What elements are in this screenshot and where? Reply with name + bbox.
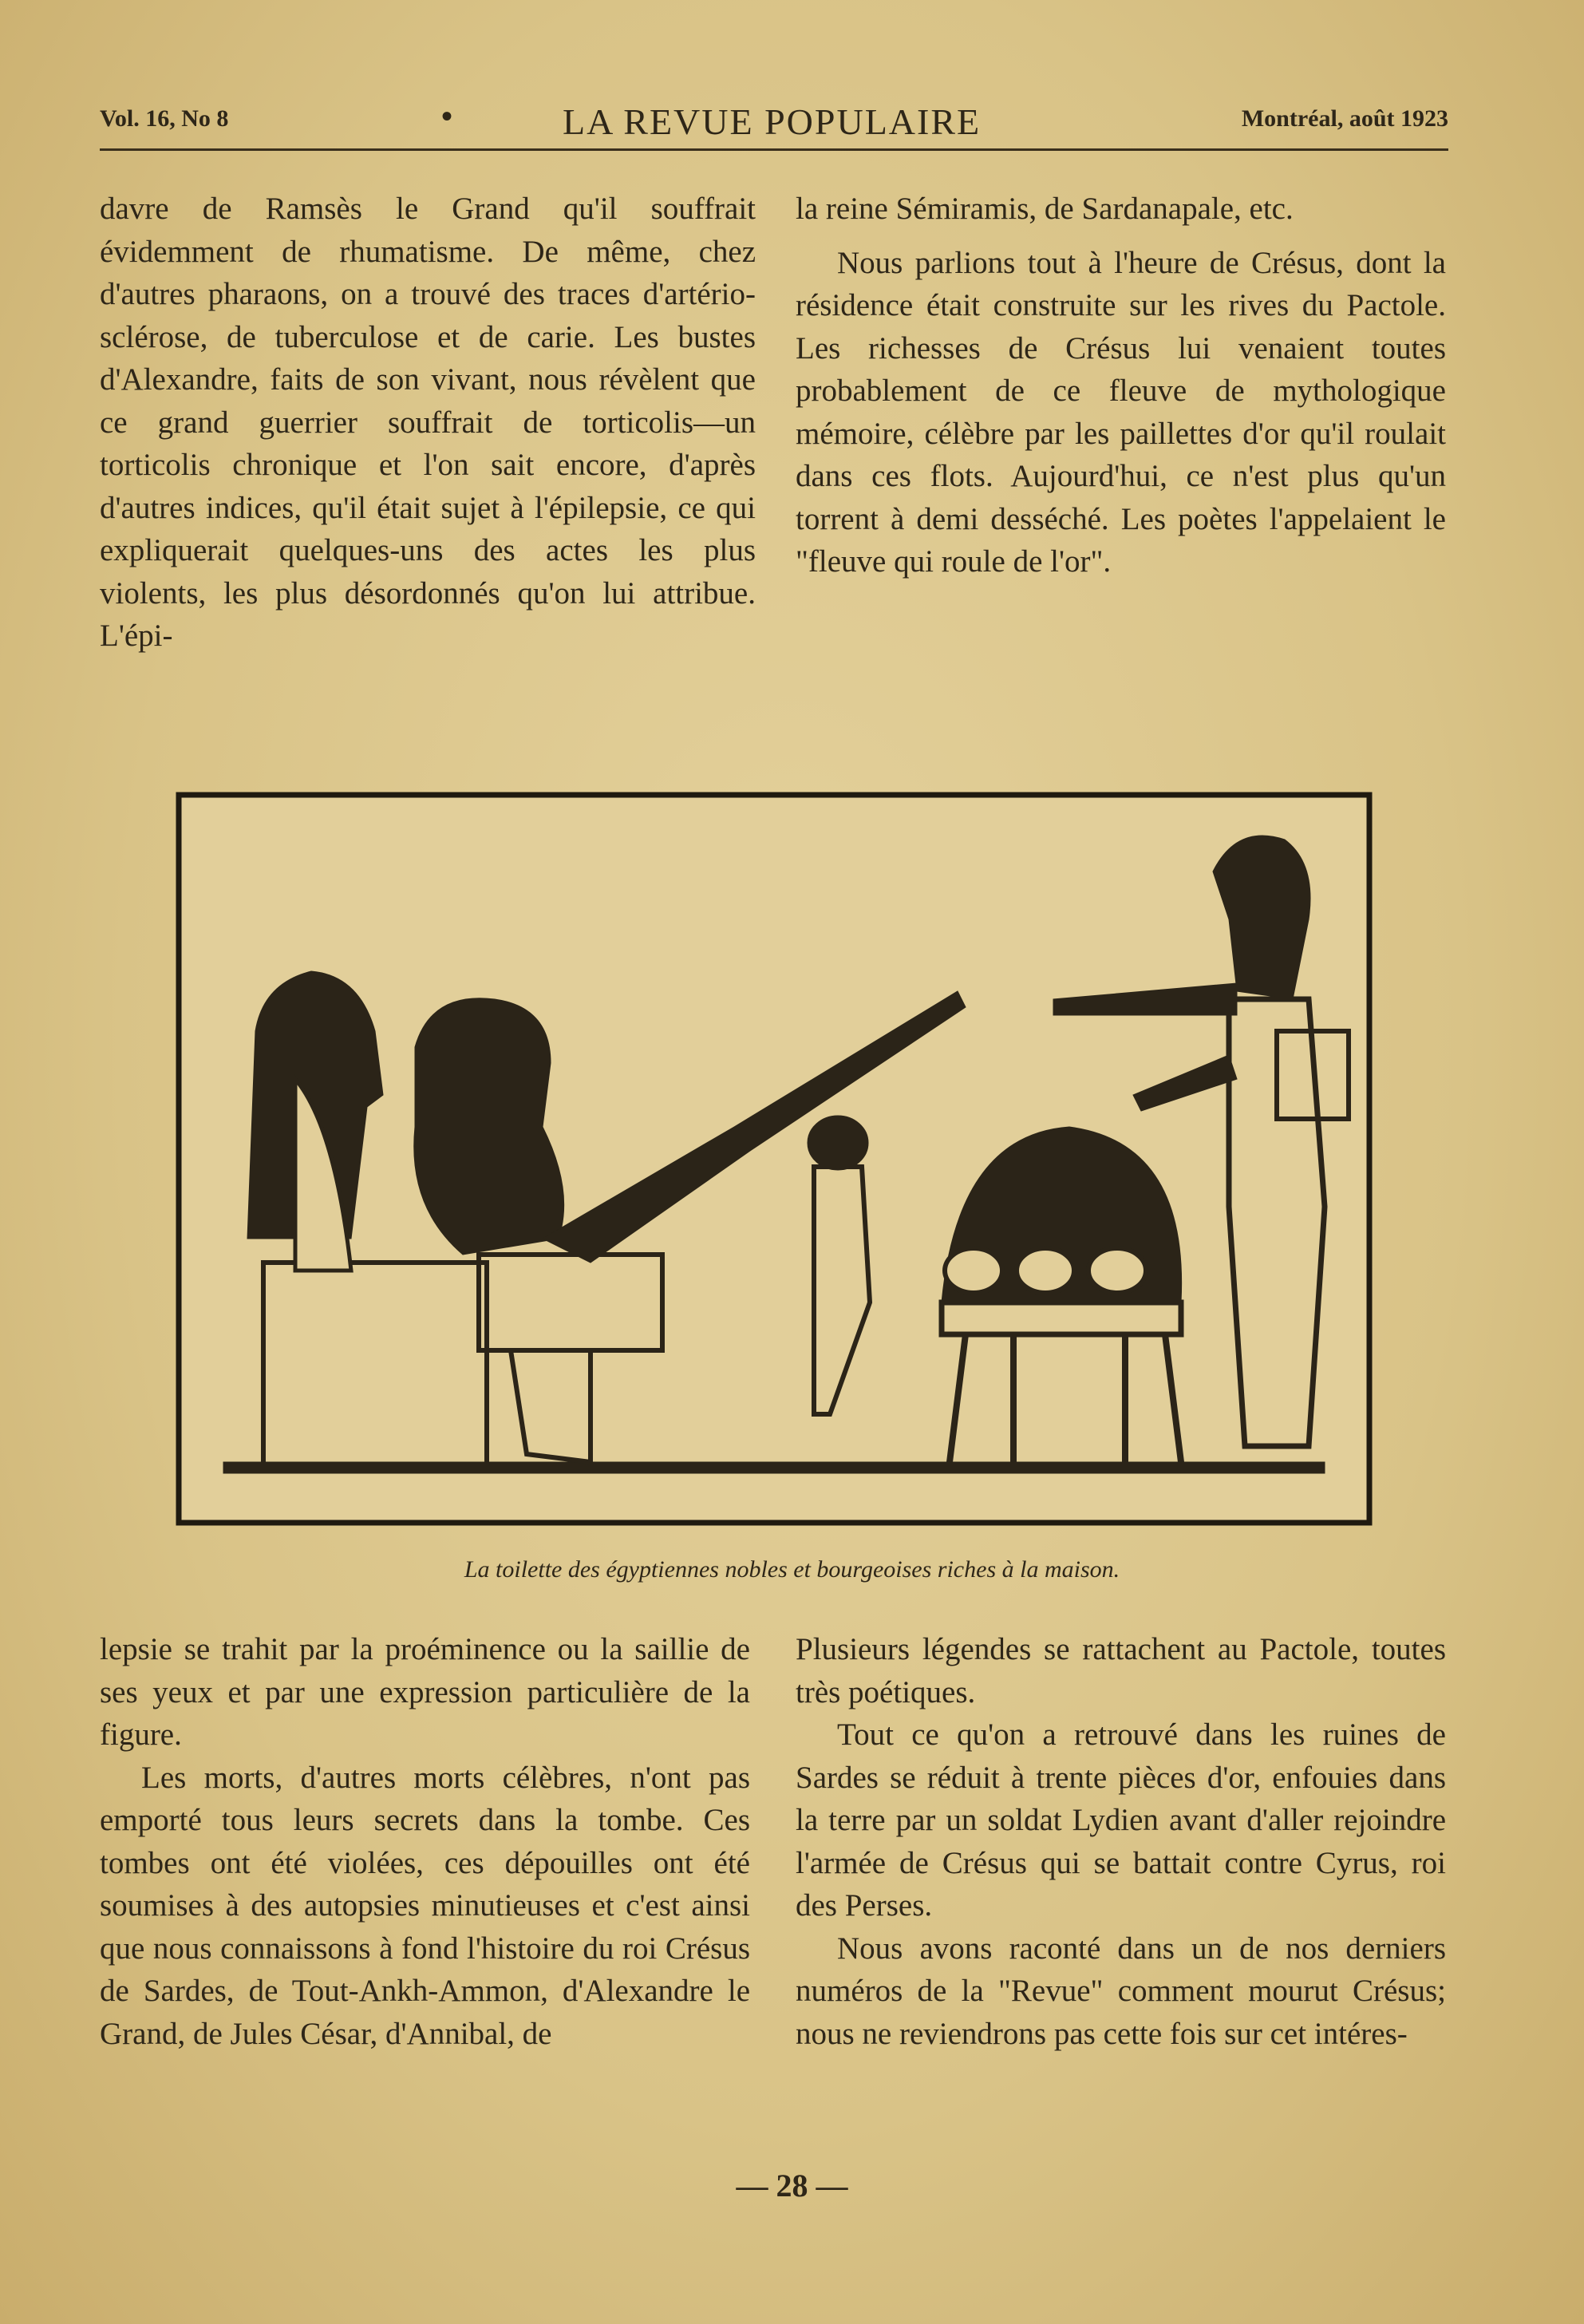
- figure-caption: La toilette des égyptiennes nobles et bourgeoises riches à la maison.: [464, 1556, 1120, 1583]
- paragraph: davre de Ramsès le Grand qu'il souffrait évidemment de rhumatisme. De même, chez d'autres pharaons, on a trouvé des traces d'artério-sclérose, de tuberculose et de carie. Les bustes d'Alexandre, faits de son vivant, nous révèlent que ce grand guerrier souffrait de torticolis—un torticolis chronique et l'on sait encore, d'après d'autres indices, qu'il était sujet à l'épilepsie, ce qui expliquerait quelques-uns des actes les plus violents, les plus désordonnés qu'on lui attribue. L'épi-: [100, 192, 756, 653]
- column-bottom-right: [796, 1628, 1446, 2055]
- column-top-left: [100, 188, 756, 658]
- journal-title: LA REVUE POPULAIRE: [563, 101, 982, 142]
- column-bottom-left: [100, 1628, 750, 2055]
- header-bullet: •: [441, 98, 453, 134]
- header-rule: [100, 148, 1448, 151]
- column-top-right: [796, 188, 1446, 583]
- paragraph: Les morts, d'autres morts célèbres, n'ont pas emporté tous leurs secrets dans la tombe. Ces tombes ont été violées, ces dépouilles ont été soumises à des autopsies minutieuses et c'est ainsi que nous connaissons à fond l'histoire du roi Crésus de Sardes, de Tout-Ankh-Ammon, d'Alexandre le Grand, de Jules César, d'Annibal, de: [100, 1760, 750, 2051]
- paragraph: Nous avons raconté dans un de nos derniers numéros de la "Revue" comment mourut Crésus; nous ne reviendrons pas cette fois sur cet intéres-: [796, 1931, 1446, 2051]
- issue-volume: Vol. 16, No 8: [100, 105, 229, 132]
- paragraph: Plusieurs légendes se rattachent au Pactole, toutes très poétiques.: [796, 1632, 1446, 1709]
- place-date: Montréal, août 1923: [1241, 105, 1448, 132]
- paragraph: Tout ce qu'on a retrouvé dans les ruines de Sardes se réduit à trente pièces d'or, enfouies dans la terre par un soldat Lydien avant d'aller rejoindre l'armée de Crésus qui se battait contre Cyrus, roi des Perses.: [796, 1717, 1446, 1923]
- paragraph: lepsie se trahit par la proéminence ou la saillie de ses yeux et par une expression particulière de la figure.: [100, 1632, 750, 1752]
- paragraph: la reine Sémiramis, de Sardanapale, etc.: [796, 192, 1294, 226]
- paragraph: Nous parlions tout à l'heure de Crésus, dont la résidence était construite sur les rives du Pactole. Les richesses de Crésus lui venaient toutes probablement de ce fleuve de mythologique mémoire, célèbre par les paillettes d'or qu'il roulait dans ces flots. Aujourd'hui, ce n'est plus qu'un torrent à demi desséché. Les poètes l'appelaient le "fleuve qui roule de l'or".: [796, 245, 1446, 579]
- egyptian-illustration: [176, 792, 1373, 1526]
- page-number: — 28 —: [736, 2168, 848, 2203]
- running-header: [100, 94, 1448, 150]
